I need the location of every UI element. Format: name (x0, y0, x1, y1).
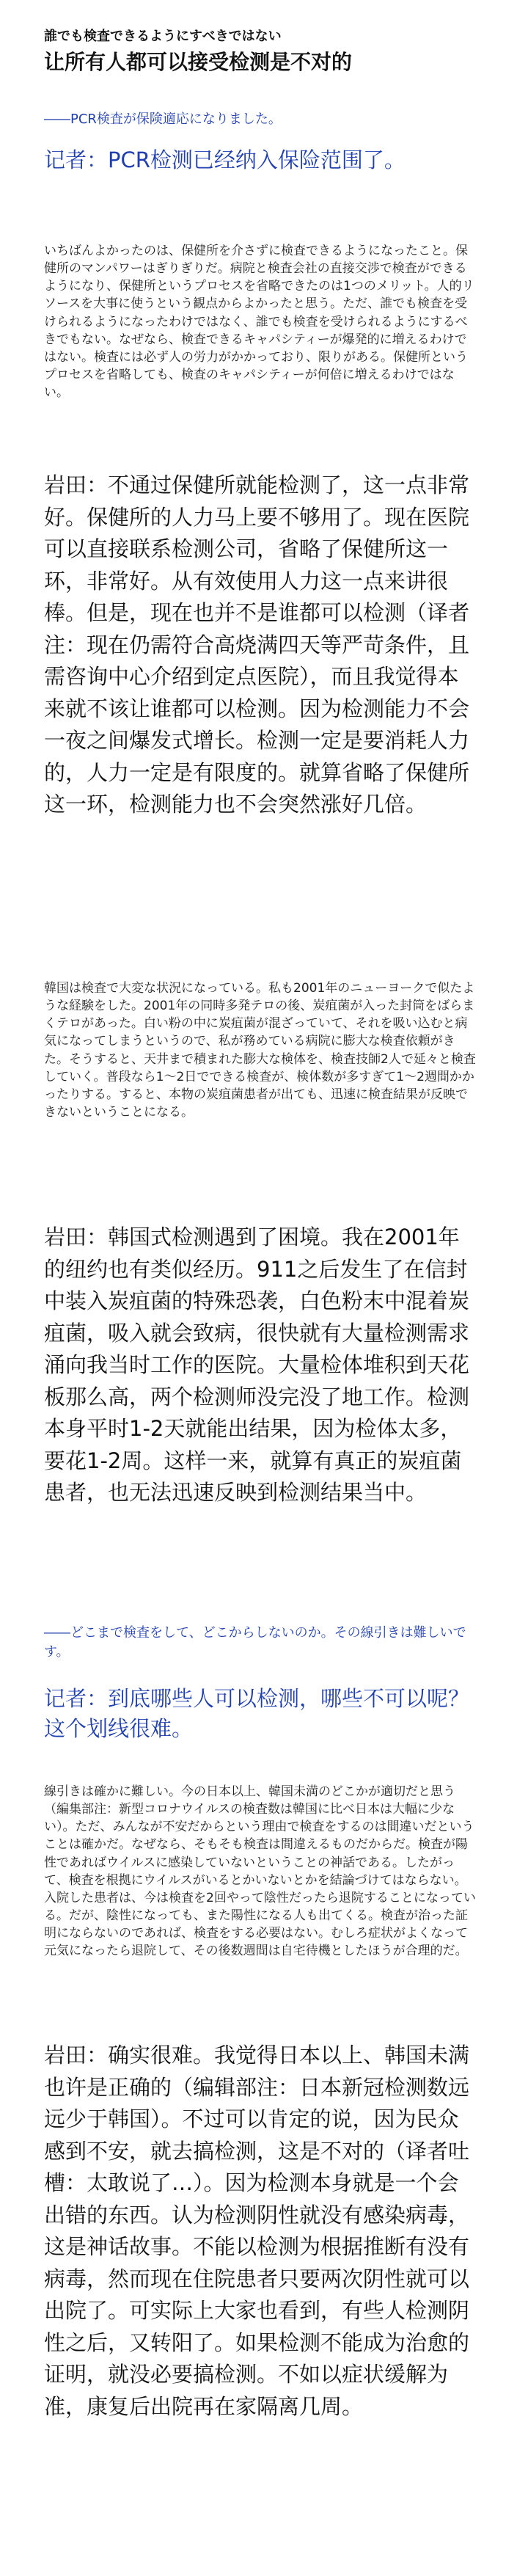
question-chinese: 记者：PCR检测已经纳入保险范围了。 (44, 147, 406, 172)
answer-chinese: 岩田：韩国式检测遇到了困境。我在2001年的纽约也有类似经历。911之后发生了在信封中装入炭疽菌的特殊恐袭，白色粉末中混着炭疽菌，吸入就会致病，很快就有大量检测需求涌向我当时工作的医院。大量检体堆积到天花板那么高，两个检测师没完没了地工作。检测本身平时1-2天就能出结果，因为检体太多，要花1-2周。这样一来，就算有真正的炭疽菌患者，也无法迅速反映到检测结果当中。 (44, 1225, 470, 1505)
answer-japanese: 線引きは確かに難しい。今の日本以上、韓国未満のどこかが適切だと思う（編集部注：新型コロナウイルスの検査数は韓国に比べ日本は大幅に少ない）。ただ、みんなが不安だからという理由で検査をするのは間違いだということは確かだ。なぜなら、そもそも検査は間違えるものだからだ。検査が陽性であればウイルスに感染していないということの神話である。したがって、検査を根拠にウイルスがいるとかいないとかを結論づけてはならない。入院した患者は、今は検査を2回やって陰性だったら退院することになっている。だが、陰性になっても、また陽性になる人も出てくる。検査が治った証明にならないのであれば、検査をする必要はない。むしろ症状がよくなって元気になったら退院して、その後数週間は自宅待機としたほうが合理的だ。 (44, 1784, 476, 1959)
answer-block-1 (44, 242, 477, 401)
question-chinese: 记者：到底哪些人可以检测，哪些不可以呢？这个划线很难。 (44, 1686, 470, 1741)
answer-chinese: 岩田：不通过保健所就能检测了，这一点非常好。保健所的人力马上要不够用了。现在医院可以直接联系检测公司，省略了保健所这一环，非常好。从有效使用人力这一点来讲很棒。但是，现在也并不是谁都可以检测（译者注：现在仍需符合高烧满四天等严苛条件，且需咨询中心介绍到定点医院），而且我觉得本来就不该让谁都可以检测。因为检测能力不会一夜之间爆发式增长。检测一定是要消耗人力的，人力一定是有限度的。就算省略了保健所这一环，检测能力也不会突然涨好几倍。 (44, 472, 470, 817)
answer-block-3 (44, 1783, 477, 1960)
question-block-2 (44, 1624, 477, 1662)
question-japanese: ――どこまで検査をして、どこからしないのか。その線引きは難しいです。 (44, 1625, 466, 1660)
answer-chinese: 岩田：确实很难。我觉得日本以上、韩国未满也许是正确的（编辑部注：日本新冠检测数远远少于韩国）。不过可以肯定的说，因为民众感到不安，就去搞检测，这是不对的（译者吐槽：太敢说了…）。因为检测本身就是一个会出错的东西。认为检测阴性就没有感染病毒，这是神话故事。不能以检测为根据推断有没有病毒，然而现在住院患者只要两次阴性就可以出院了。可实际上大家也看到，有些人检测阴性之后，又转阳了。如果检测不能成为治愈的证明，就没必要搞检测。不如以症状缓解为准，康复后出院再在家隔离几周。 (44, 2043, 470, 2419)
article-header (44, 28, 484, 75)
question-translation-2 (44, 1684, 477, 1743)
japanese-headline: 誰でも検査できるようにすべきではない (44, 29, 282, 44)
answer-translation-2 (44, 1222, 477, 1509)
answer-translation-1 (44, 470, 477, 821)
answer-block-2 (44, 979, 477, 1121)
answer-japanese: いちばんよかったのは、保健所を介さずに検査できるようになったこと。保健所のマンパワーはぎりぎりだ。病院と検査会社の直接交渉で検査ができるようになり、保健所というプロセスを省略できたのは1つのメリット。人的リソースを大事に使うという観点からよかったと思う。ただ、誰でも検査を受けられるようになったわけではなく、誰でも検査を受けられるようにするべきでもない。なぜなら、検査できるキャパシティーが爆発的に増えるわけではない。検査には必ず人の労力がかかっており、限りがある。保健所というプロセスを省略しても、検査のキャパシティーが何倍に増えるわけではない。 (44, 244, 474, 400)
question-translation-1 (44, 145, 477, 175)
question-japanese: ――PCR検査が保険適応になりました。 (44, 112, 282, 127)
answer-japanese: 韓国は検査で大変な状況になっている。私も2001年のニューヨークで似たような経験をした。2001年の同時多発テロの後、炭疽菌が入った封筒をばらまくテロがあった。白い粉の中に炭疽菌が混ざっていて、それを吸い込むと病気になってしまうというので、私が務めている病院に膨大な検査依頼がきた。そうすると、天井まで積まれた膨大な検体を、検査技師2人で延々と検査していく。普段なら1〜2日でできる検査が、検体数が多すぎて1〜2週間かかったりする。すると、本物の炭疽菌患者が出ても、迅速に検査結果が反映できないということになる。 (44, 981, 476, 1120)
answer-translation-3 (44, 2040, 477, 2423)
question-block-1 (44, 110, 477, 129)
chinese-headline: 让所有人都可以接受检测是不对的 (44, 50, 353, 75)
